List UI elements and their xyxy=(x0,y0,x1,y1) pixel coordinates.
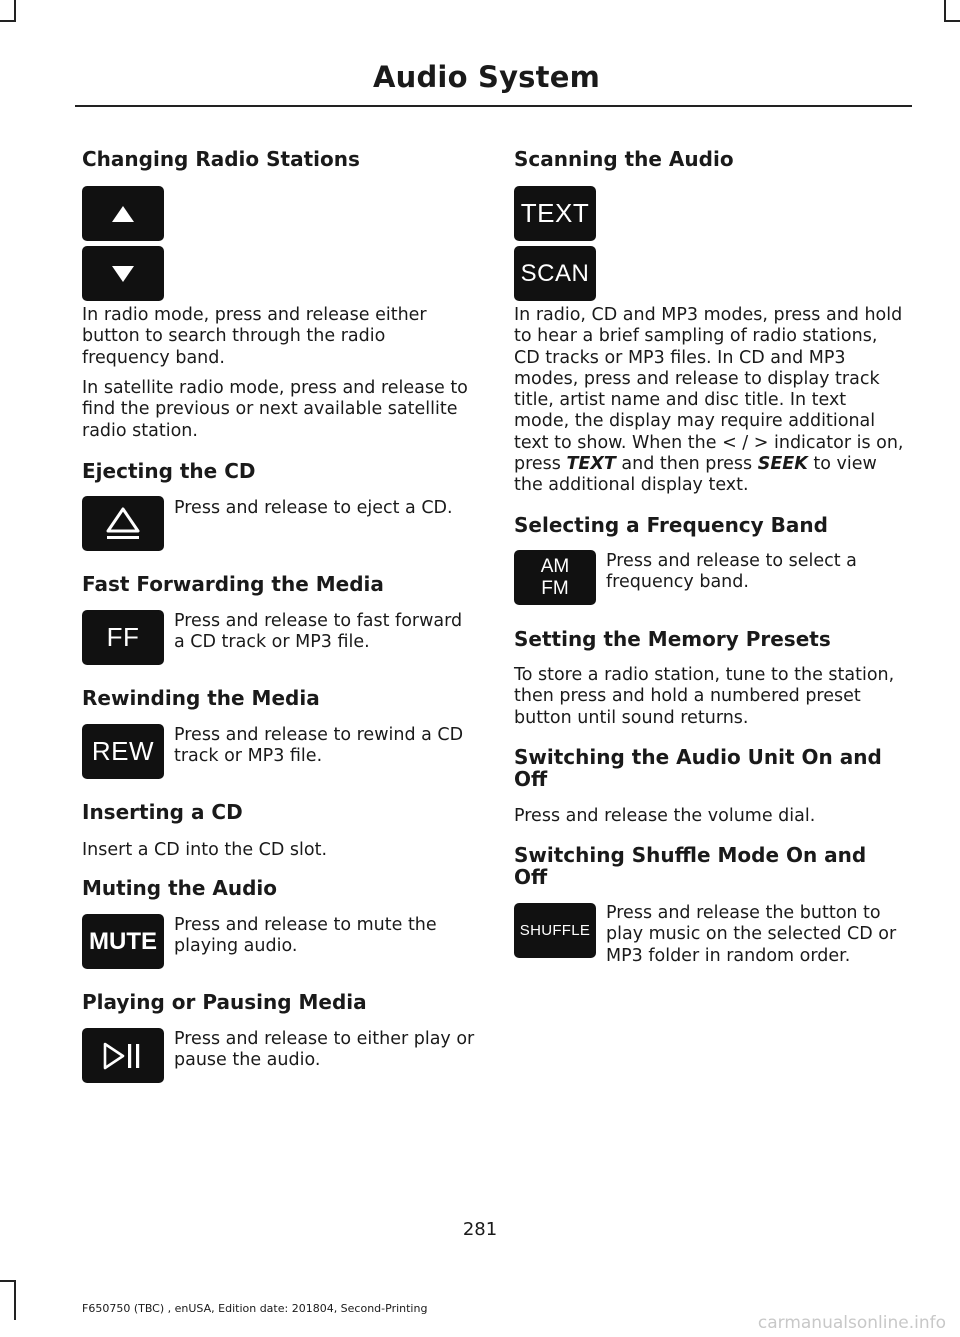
scan-keyword-seek: SEEK xyxy=(757,454,808,475)
rew-text: Press and release to rewind a CD track or MP3 file. xyxy=(174,725,464,767)
triangle-down-icon xyxy=(110,264,136,284)
scan-text-c: to view the additional display text. xyxy=(514,454,877,496)
am-label: AM xyxy=(540,555,570,577)
mute-text: Press and release to mute the playing audio. xyxy=(174,915,437,957)
triangle-up-icon xyxy=(110,204,136,224)
heading-shuffle-mode: Switching Shuffle Mode On and Off xyxy=(514,843,867,889)
text-button: TEXT xyxy=(514,186,596,241)
page-number: 281 xyxy=(462,1219,498,1240)
header-rule xyxy=(75,105,912,107)
heading-memory-presets: Setting the Memory Presets xyxy=(514,627,831,651)
shuffle-button: SHUFFLE xyxy=(514,903,596,958)
changing-paragraph-2: In satellite radio mode, press and release to find the previous or next available satellite radio station. xyxy=(82,378,468,441)
eject-button xyxy=(82,496,164,551)
eject-icon xyxy=(103,504,143,544)
heading-playing-pausing: Playing or Pausing Media xyxy=(82,990,367,1014)
scan-paragraph xyxy=(514,305,906,497)
heading-inserting-cd: Inserting a CD xyxy=(82,800,243,824)
ff-button: FF xyxy=(82,610,164,665)
crop-mark xyxy=(0,1280,16,1282)
eject-text: Press and release to eject a CD. xyxy=(174,498,453,518)
seek-down-button xyxy=(82,246,164,301)
play-pause-button xyxy=(82,1028,164,1083)
heading-muting-audio: Muting the Audio xyxy=(82,876,278,900)
heading-changing-radio-stations: Changing Radio Stations xyxy=(82,147,360,171)
band-text: Press and release to select a frequency band. xyxy=(606,551,857,593)
page-header-title: Audio System xyxy=(372,60,600,94)
play-text: Press and release to either play or pause the audio. xyxy=(174,1029,475,1071)
am-fm-button xyxy=(514,550,596,605)
crop-mark xyxy=(944,0,946,20)
heading-scanning-audio: Scanning the Audio xyxy=(514,147,734,171)
watermark: carmanualsonline.info xyxy=(757,1313,946,1333)
heading-rewinding: Rewinding the Media xyxy=(82,686,320,710)
crop-mark xyxy=(14,0,16,20)
scan-keyword-text: TEXT xyxy=(566,454,616,475)
crop-mark xyxy=(14,1280,16,1320)
heading-ejecting-cd: Ejecting the CD xyxy=(82,459,256,483)
heading-frequency-band: Selecting a Frequency Band xyxy=(514,513,828,537)
play-pause-icon xyxy=(101,1041,145,1071)
rew-button: REW xyxy=(82,724,164,779)
seek-up-button xyxy=(82,186,164,241)
shuffle-text: Press and release the button to play music on the selected CD or MP3 folder in random order. xyxy=(606,903,897,966)
crop-mark xyxy=(0,20,16,22)
scan-text-b: and then press xyxy=(615,454,758,475)
insert-text: Insert a CD into the CD slot. xyxy=(82,840,328,860)
scan-text-a: In radio, CD and MP3 modes, press and hold to hear a brief sampling of radio stations, CD tracks or MP3 files. In CD and MP3 modes, press and release to display track title, artist name and disc title. In text mode, the display may require additional text to show. When the < / > indicator is on, press xyxy=(514,305,904,475)
ff-text: Press and release to fast forward a CD track or MP3 file. xyxy=(174,611,463,653)
fm-label: FM xyxy=(541,577,569,599)
edition-footer: F650750 (TBC) , enUSA, Edition date: 201804, Second-Printing xyxy=(82,1302,428,1315)
crop-mark xyxy=(944,20,960,22)
mute-button: MUTE xyxy=(82,914,164,969)
heading-audio-unit-power: Switching the Audio Unit On and Off xyxy=(514,745,882,791)
scan-button: SCAN xyxy=(514,246,596,301)
changing-paragraph-1: In radio mode, press and release either button to search through the radio frequency band. xyxy=(82,305,427,368)
presets-text: To store a radio station, tune to the station, then press and hold a numbered preset button until sound returns. xyxy=(514,665,895,728)
heading-fast-forwarding: Fast Forwarding the Media xyxy=(82,572,384,596)
power-text: Press and release the volume dial. xyxy=(514,806,816,826)
